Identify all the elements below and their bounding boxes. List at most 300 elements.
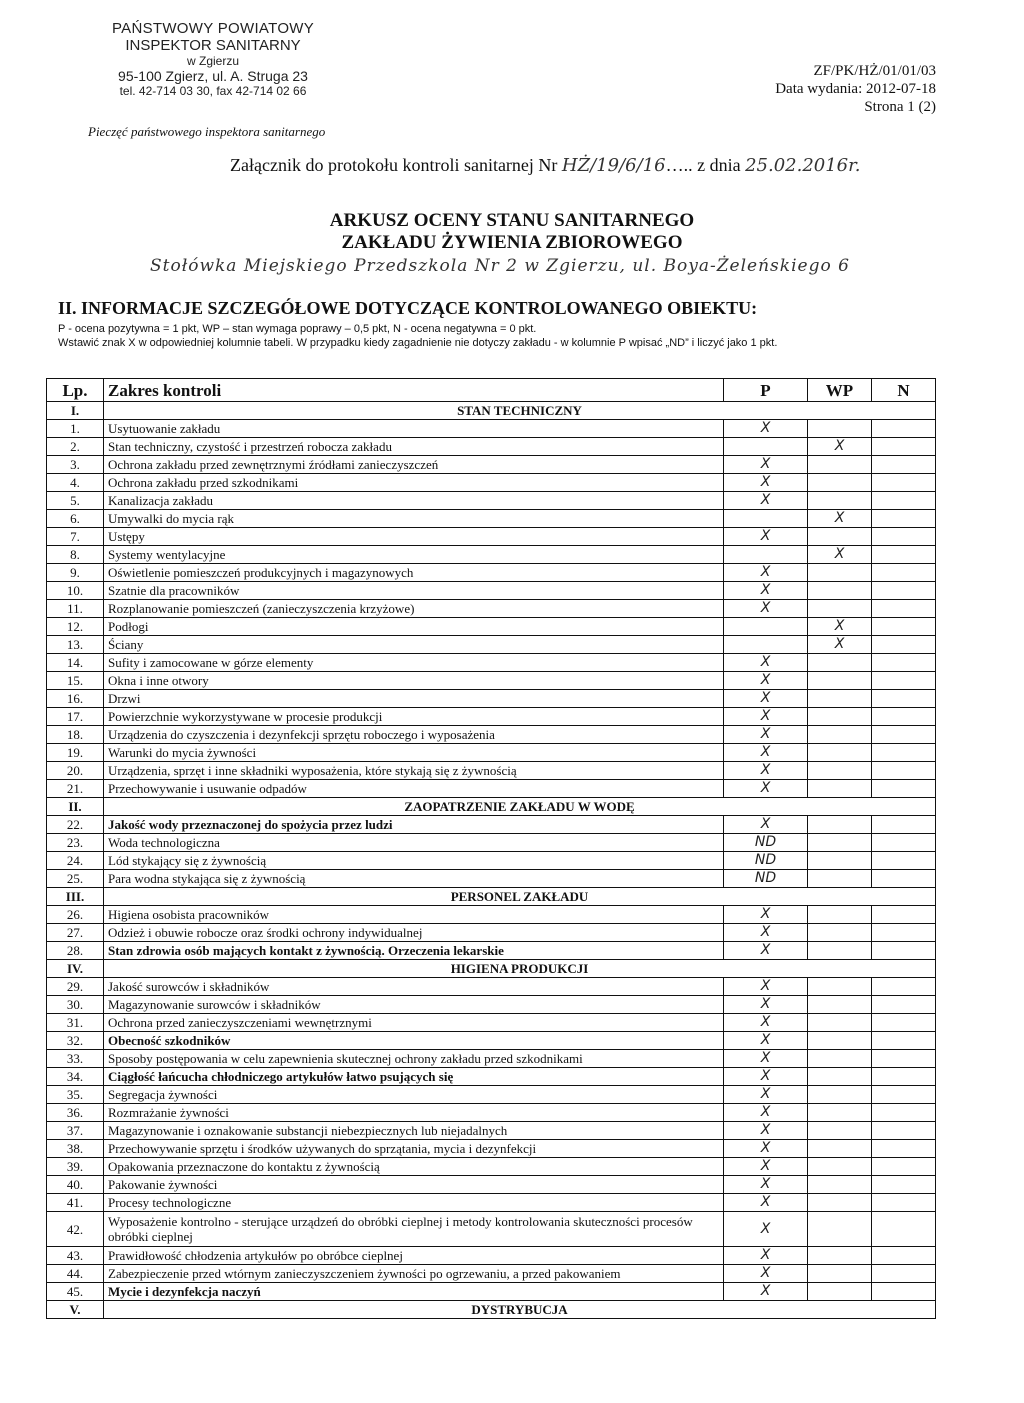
table-row	[47, 618, 936, 636]
row-number: 16.	[47, 690, 104, 708]
mark-p: X	[724, 816, 808, 834]
row-criterion: Jakość wody przeznaczonej do spożycia przez ludzi	[104, 816, 724, 834]
mark-n	[872, 780, 936, 798]
table-body	[47, 402, 936, 1319]
row-number: 43.	[47, 1247, 104, 1265]
mark-wp	[808, 456, 872, 474]
table-row	[47, 996, 936, 1014]
mark-p: X	[724, 942, 808, 960]
table-row	[47, 564, 936, 582]
mark-n	[872, 456, 936, 474]
table-row	[47, 546, 936, 564]
mark-p: X	[724, 600, 808, 618]
row-criterion: Magazynowanie surowców i składników	[104, 996, 724, 1014]
table-header-row	[47, 379, 936, 402]
table-row	[47, 456, 936, 474]
table-row	[47, 1265, 936, 1283]
table-section-row	[47, 1301, 936, 1319]
mark-p: X	[724, 1086, 808, 1104]
mark-n	[872, 672, 936, 690]
row-number: 28.	[47, 942, 104, 960]
mark-wp	[808, 978, 872, 996]
mark-n	[872, 978, 936, 996]
mark-n	[872, 816, 936, 834]
mark-p: X	[724, 564, 808, 582]
table-row	[47, 654, 936, 672]
mark-n	[872, 528, 936, 546]
mark-p: X	[724, 762, 808, 780]
mark-wp: X	[808, 546, 872, 564]
row-criterion: Systemy wentylacyjne	[104, 546, 724, 564]
section-title: STAN TECHNICZNY	[104, 402, 936, 420]
table-row	[47, 816, 936, 834]
title-line-1: ARKUSZ OCENY STANU SANITARNEGO	[329, 210, 695, 231]
mark-n	[872, 600, 936, 618]
mark-wp	[808, 870, 872, 888]
mark-p: X	[724, 1140, 808, 1158]
row-number: 41.	[47, 1194, 104, 1212]
row-number: 37.	[47, 1122, 104, 1140]
mark-n	[872, 1247, 936, 1265]
table-row	[47, 1158, 936, 1176]
stamp-caption: Pieczęć państwowego inspektora sanitarnego	[88, 124, 326, 139]
row-criterion: Ciągłość łańcucha chłodniczego artykułów łatwo psujących się	[104, 1068, 724, 1086]
row-criterion: Sposoby postępowania w celu zapewnienia skutecznej ochrony zakładu przed szkodnikami	[104, 1050, 724, 1068]
mark-wp	[808, 708, 872, 726]
mark-wp	[808, 690, 872, 708]
mark-wp	[808, 1122, 872, 1140]
mark-p: X	[724, 1265, 808, 1283]
mark-wp	[808, 1265, 872, 1283]
mark-wp	[808, 816, 872, 834]
stamp-line: INSPEKTOR SANITARNY	[125, 37, 301, 54]
row-number: 10.	[47, 582, 104, 600]
mark-p: X	[724, 1176, 808, 1194]
mark-n	[872, 1212, 936, 1247]
legend-instructions: Wstawić znak X w odpowiedniej kolumnie tabeli. W przypadku kiedy zagadnienie nie dotyczy zakładu - w kolumnie P wpisać „ND” i liczyć jako 1 pkt.	[58, 337, 778, 349]
row-number: 26.	[47, 906, 104, 924]
table-row	[47, 870, 936, 888]
row-number: 1.	[47, 420, 104, 438]
mark-n	[872, 1104, 936, 1122]
table-row	[47, 942, 936, 960]
row-number: 36.	[47, 1104, 104, 1122]
mark-wp	[808, 1283, 872, 1301]
mark-n	[872, 474, 936, 492]
row-criterion: Lód stykający się z żywnością	[104, 852, 724, 870]
table-row	[47, 636, 936, 654]
row-criterion: Mycie i dezynfekcja naczyń	[104, 1283, 724, 1301]
table-section-row	[47, 402, 936, 420]
table-row	[47, 582, 936, 600]
mark-wp: X	[808, 510, 872, 528]
mark-wp: X	[808, 636, 872, 654]
mark-p: X	[724, 582, 808, 600]
stamp-line: 95-100 Zgierz, ul. A. Struga 23	[118, 68, 308, 84]
table-row	[47, 600, 936, 618]
row-criterion: Procesy technologiczne	[104, 1194, 724, 1212]
row-number: 39.	[47, 1158, 104, 1176]
row-criterion: Pakowanie żywności	[104, 1176, 724, 1194]
row-criterion: Segregacja żywności	[104, 1086, 724, 1104]
row-number: 42.	[47, 1212, 104, 1247]
row-number: 27.	[47, 924, 104, 942]
header-p: P	[724, 379, 808, 402]
mark-p: X	[724, 690, 808, 708]
row-criterion: Ochrona zakładu przed szkodnikami	[104, 474, 724, 492]
attachment-prefix: Załącznik do protokołu kontroli sanitarnej Nr	[230, 155, 558, 175]
header-lp: Lp.	[47, 379, 104, 402]
row-criterion: Higiena osobista pracowników	[104, 906, 724, 924]
row-criterion: Okna i inne otwory	[104, 672, 724, 690]
mark-n	[872, 510, 936, 528]
mark-n	[872, 1086, 936, 1104]
mark-p: X	[724, 420, 808, 438]
table-row	[47, 834, 936, 852]
row-number: 11.	[47, 600, 104, 618]
mark-p: X	[724, 1212, 808, 1247]
mark-wp	[808, 744, 872, 762]
mark-p: X	[724, 906, 808, 924]
mark-wp	[808, 1158, 872, 1176]
row-number: 2.	[47, 438, 104, 456]
mark-n	[872, 1122, 936, 1140]
mark-wp	[808, 924, 872, 942]
table-row	[47, 1086, 936, 1104]
mark-wp	[808, 1014, 872, 1032]
mark-wp	[808, 1140, 872, 1158]
row-criterion: Przechowywanie sprzętu i środków używanych do sprzątania, mycia i dezynfekcji	[104, 1140, 724, 1158]
row-criterion: Oświetlenie pomieszczeń produkcyjnych i magazynowych	[104, 564, 724, 582]
protocol-number: HŻ/19/6/16	[561, 155, 666, 176]
issue-date: Data wydania: 2012-07-18	[775, 81, 936, 97]
row-criterion: Zabezpieczenie przed wtórnym zanieczyszczeniem żywności po ogrzewaniu, a przed pakowaniem	[104, 1265, 724, 1283]
mark-wp	[808, 420, 872, 438]
row-criterion: Usytuowanie zakładu	[104, 420, 724, 438]
section-number: I.	[47, 402, 104, 420]
row-criterion: Wyposażenie kontrolno - sterujące urządzeń do obróbki cieplnej i metody kontrolowania skuteczności procesów obróbki cieplnej	[104, 1212, 724, 1247]
row-number: 21.	[47, 780, 104, 798]
mark-n	[872, 1140, 936, 1158]
table-row	[47, 780, 936, 798]
mark-n	[872, 1050, 936, 1068]
row-number: 38.	[47, 1140, 104, 1158]
mark-n	[872, 762, 936, 780]
row-criterion: Obecność szkodników	[104, 1032, 724, 1050]
mark-p: X	[724, 726, 808, 744]
mark-wp	[808, 1032, 872, 1050]
mark-n	[872, 1068, 936, 1086]
table-row	[47, 762, 936, 780]
document-reference	[775, 62, 936, 116]
row-criterion: Ochrona zakładu przed zewnętrznymi źródłami zanieczyszczeń	[104, 456, 724, 474]
row-criterion: Opakowania przeznaczone do kontaktu z żywnością	[104, 1158, 724, 1176]
mark-p: X	[724, 1194, 808, 1212]
mark-n	[872, 618, 936, 636]
row-criterion: Rozplanowanie pomieszczeń (zanieczyszczenia krzyżowe)	[104, 600, 724, 618]
mark-wp	[808, 726, 872, 744]
mark-n	[872, 636, 936, 654]
row-criterion: Ochrona przed zanieczyszczeniami wewnętrznymi	[104, 1014, 724, 1032]
mark-n	[872, 654, 936, 672]
table-row	[47, 1032, 936, 1050]
table-row	[47, 1212, 936, 1247]
section-number: III.	[47, 888, 104, 906]
mark-p: X	[724, 1032, 808, 1050]
mark-wp	[808, 1050, 872, 1068]
section-title: HIGIENA PRODUKCJI	[104, 960, 936, 978]
row-number: 12.	[47, 618, 104, 636]
mark-p: X	[724, 1283, 808, 1301]
row-number: 40.	[47, 1176, 104, 1194]
section-number: II.	[47, 798, 104, 816]
mark-p: X	[724, 744, 808, 762]
table-section-row	[47, 960, 936, 978]
row-criterion: Prawidłowość chłodzenia artykułów po obróbce cieplnej	[104, 1247, 724, 1265]
row-criterion: Przechowywanie i usuwanie odpadów	[104, 780, 724, 798]
row-number: 31.	[47, 1014, 104, 1032]
row-criterion: Powierzchnie wykorzystywane w procesie produkcji	[104, 708, 724, 726]
mark-wp	[808, 1104, 872, 1122]
inspector-stamp	[88, 20, 338, 98]
mark-p: X	[724, 456, 808, 474]
table-row	[47, 690, 936, 708]
row-number: 29.	[47, 978, 104, 996]
mark-wp	[808, 474, 872, 492]
header-zakres: Zakres kontroli	[104, 379, 724, 402]
mark-wp	[808, 1194, 872, 1212]
row-criterion: Warunki do mycia żywności	[104, 744, 724, 762]
mark-p: ND	[724, 870, 808, 888]
document-title	[0, 210, 1024, 254]
mark-wp	[808, 1068, 872, 1086]
header-wp: WP	[808, 379, 872, 402]
mark-wp	[808, 834, 872, 852]
mark-n	[872, 834, 936, 852]
row-criterion: Magazynowanie i oznakowanie substancji niebezpiecznych lub niejadalnych	[104, 1122, 724, 1140]
mark-wp	[808, 654, 872, 672]
table-row	[47, 1194, 936, 1212]
table-row	[47, 510, 936, 528]
mark-p: X	[724, 1122, 808, 1140]
row-criterion: Urządzenia, sprzęt i inne składniki wyposażenia, które stykają się z żywnością	[104, 762, 724, 780]
row-number: 35.	[47, 1086, 104, 1104]
mark-p: X	[724, 474, 808, 492]
mark-p: ND	[724, 834, 808, 852]
row-number: 33.	[47, 1050, 104, 1068]
mark-n	[872, 1194, 936, 1212]
table-row	[47, 852, 936, 870]
row-number: 14.	[47, 654, 104, 672]
row-criterion: Jakość surowców i składników	[104, 978, 724, 996]
mark-n	[872, 1176, 936, 1194]
mark-wp	[808, 1247, 872, 1265]
mark-n	[872, 546, 936, 564]
mark-p: X	[724, 492, 808, 510]
mark-wp	[808, 582, 872, 600]
row-criterion: Rozmrażanie żywności	[104, 1104, 724, 1122]
mark-n	[872, 1265, 936, 1283]
mark-wp: X	[808, 438, 872, 456]
table-row	[47, 744, 936, 762]
section-title: PERSONEL ZAKŁADU	[104, 888, 936, 906]
mark-n	[872, 582, 936, 600]
stamp-line: w Zgierzu	[186, 54, 239, 68]
table-row	[47, 438, 936, 456]
mark-wp	[808, 780, 872, 798]
mark-p: X	[724, 1104, 808, 1122]
mark-wp	[808, 942, 872, 960]
stamp-line: tel. 42-714 03 30, fax 42-714 02 66	[119, 84, 307, 98]
row-criterion: Para wodna stykająca się z żywnością	[104, 870, 724, 888]
table-row	[47, 1140, 936, 1158]
table-row	[47, 474, 936, 492]
row-criterion: Ściany	[104, 636, 724, 654]
title-line-2: ZAKŁADU ŻYWIENIA ZBIOROWEGO	[341, 232, 683, 253]
row-number: 20.	[47, 762, 104, 780]
mark-p: X	[724, 1247, 808, 1265]
row-criterion: Odzież i obuwie robocze oraz środki ochrony indywidualnej	[104, 924, 724, 942]
table-row	[47, 906, 936, 924]
row-number: 19.	[47, 744, 104, 762]
table-section-row	[47, 888, 936, 906]
mark-p: X	[724, 1068, 808, 1086]
mark-p: X	[724, 1014, 808, 1032]
table-row	[47, 1104, 936, 1122]
table-row	[47, 1014, 936, 1032]
row-criterion: Kanalizacja zakładu	[104, 492, 724, 510]
attachment-line: Załącznik do protokołu kontroli sanitarnej Nr HŻ/19/6/16….. z dnia 25.02.2016r.	[230, 155, 861, 176]
row-number: 34.	[47, 1068, 104, 1086]
inspection-table	[46, 378, 936, 1319]
mark-n	[872, 1032, 936, 1050]
table-row	[47, 1247, 936, 1265]
mark-n	[872, 420, 936, 438]
mark-n	[872, 996, 936, 1014]
stamp-line: PAŃSTWOWY POWIATOWY	[111, 20, 315, 37]
mark-p: X	[724, 1158, 808, 1176]
table-row	[47, 924, 936, 942]
mark-p: X	[724, 996, 808, 1014]
table-row	[47, 708, 936, 726]
row-number: 4.	[47, 474, 104, 492]
row-number: 30.	[47, 996, 104, 1014]
row-number: 6.	[47, 510, 104, 528]
mark-n	[872, 852, 936, 870]
mark-p	[724, 438, 808, 456]
mark-wp	[808, 672, 872, 690]
doc-code: ZF/PK/HŻ/01/01/03	[813, 63, 936, 79]
mark-n	[872, 564, 936, 582]
section-number: V.	[47, 1301, 104, 1319]
row-number: 44.	[47, 1265, 104, 1283]
table-row	[47, 1122, 936, 1140]
row-criterion: Urządzenia do czyszczenia i dezynfekcji sprzętu roboczego i wyposażenia	[104, 726, 724, 744]
mark-n	[872, 438, 936, 456]
mark-p	[724, 546, 808, 564]
mark-wp	[808, 906, 872, 924]
legend-scoring: P - ocena pozytywna = 1 pkt, WP – stan wymaga poprawy – 0,5 pkt, N - ocena negatywna = 0 pkt.	[58, 323, 537, 335]
mark-p	[724, 618, 808, 636]
row-number: 32.	[47, 1032, 104, 1050]
row-number: 18.	[47, 726, 104, 744]
mark-n	[872, 924, 936, 942]
mark-wp	[808, 762, 872, 780]
row-number: 22.	[47, 816, 104, 834]
table-section-row	[47, 798, 936, 816]
mark-n	[872, 1283, 936, 1301]
table-row	[47, 726, 936, 744]
mark-p: X	[724, 780, 808, 798]
row-number: 24.	[47, 852, 104, 870]
mark-n	[872, 870, 936, 888]
row-number: 8.	[47, 546, 104, 564]
table-row	[47, 672, 936, 690]
mark-n	[872, 906, 936, 924]
mark-p: X	[724, 708, 808, 726]
mark-wp	[808, 600, 872, 618]
header-n: N	[872, 379, 936, 402]
row-number: 15.	[47, 672, 104, 690]
page-number: Strona 1 (2)	[864, 99, 936, 115]
row-number: 13.	[47, 636, 104, 654]
mark-p: X	[724, 528, 808, 546]
row-number: 25.	[47, 870, 104, 888]
mark-n	[872, 726, 936, 744]
legend	[58, 322, 777, 350]
mark-p	[724, 636, 808, 654]
mark-p: X	[724, 924, 808, 942]
mark-p: X	[724, 1050, 808, 1068]
facility-name-handwritten: Stołówka Miejskiego Przedszkola Nr 2 w Zgierzu, ul. Boya-Żeleńskiego 6	[150, 256, 850, 276]
mark-n	[872, 942, 936, 960]
mark-wp	[808, 1176, 872, 1194]
table-row	[47, 978, 936, 996]
mark-p: X	[724, 654, 808, 672]
table-row	[47, 492, 936, 510]
section-title: DYSTRYBUCJA	[104, 1301, 936, 1319]
row-criterion: Szatnie dla pracowników	[104, 582, 724, 600]
mark-wp	[808, 564, 872, 582]
section-heading: II. INFORMACJE SZCZEGÓŁOWE DOTYCZĄCE KONTROLOWANEGO OBIEKTU:	[58, 298, 758, 318]
row-criterion: Stan zdrowia osób mających kontakt z żywnością. Orzeczenia lekarskie	[104, 942, 724, 960]
row-number: 5.	[47, 492, 104, 510]
table-row	[47, 528, 936, 546]
mark-n	[872, 1014, 936, 1032]
row-number: 23.	[47, 834, 104, 852]
row-criterion: Ustępy	[104, 528, 724, 546]
mark-n	[872, 1158, 936, 1176]
row-number: 3.	[47, 456, 104, 474]
mark-n	[872, 492, 936, 510]
row-criterion: Sufity i zamocowane w górze elementy	[104, 654, 724, 672]
row-number: 45.	[47, 1283, 104, 1301]
mark-n	[872, 744, 936, 762]
row-number: 9.	[47, 564, 104, 582]
row-number: 7.	[47, 528, 104, 546]
mark-n	[872, 690, 936, 708]
table-row	[47, 1050, 936, 1068]
mark-wp	[808, 852, 872, 870]
mark-p: ND	[724, 852, 808, 870]
mark-wp	[808, 1086, 872, 1104]
row-criterion: Stan techniczny, czystość i przestrzeń robocza zakładu	[104, 438, 724, 456]
table-row	[47, 1176, 936, 1194]
protocol-date: 25.02.2016r.	[745, 155, 861, 176]
mark-wp	[808, 996, 872, 1014]
mark-p: X	[724, 672, 808, 690]
table-row	[47, 1283, 936, 1301]
